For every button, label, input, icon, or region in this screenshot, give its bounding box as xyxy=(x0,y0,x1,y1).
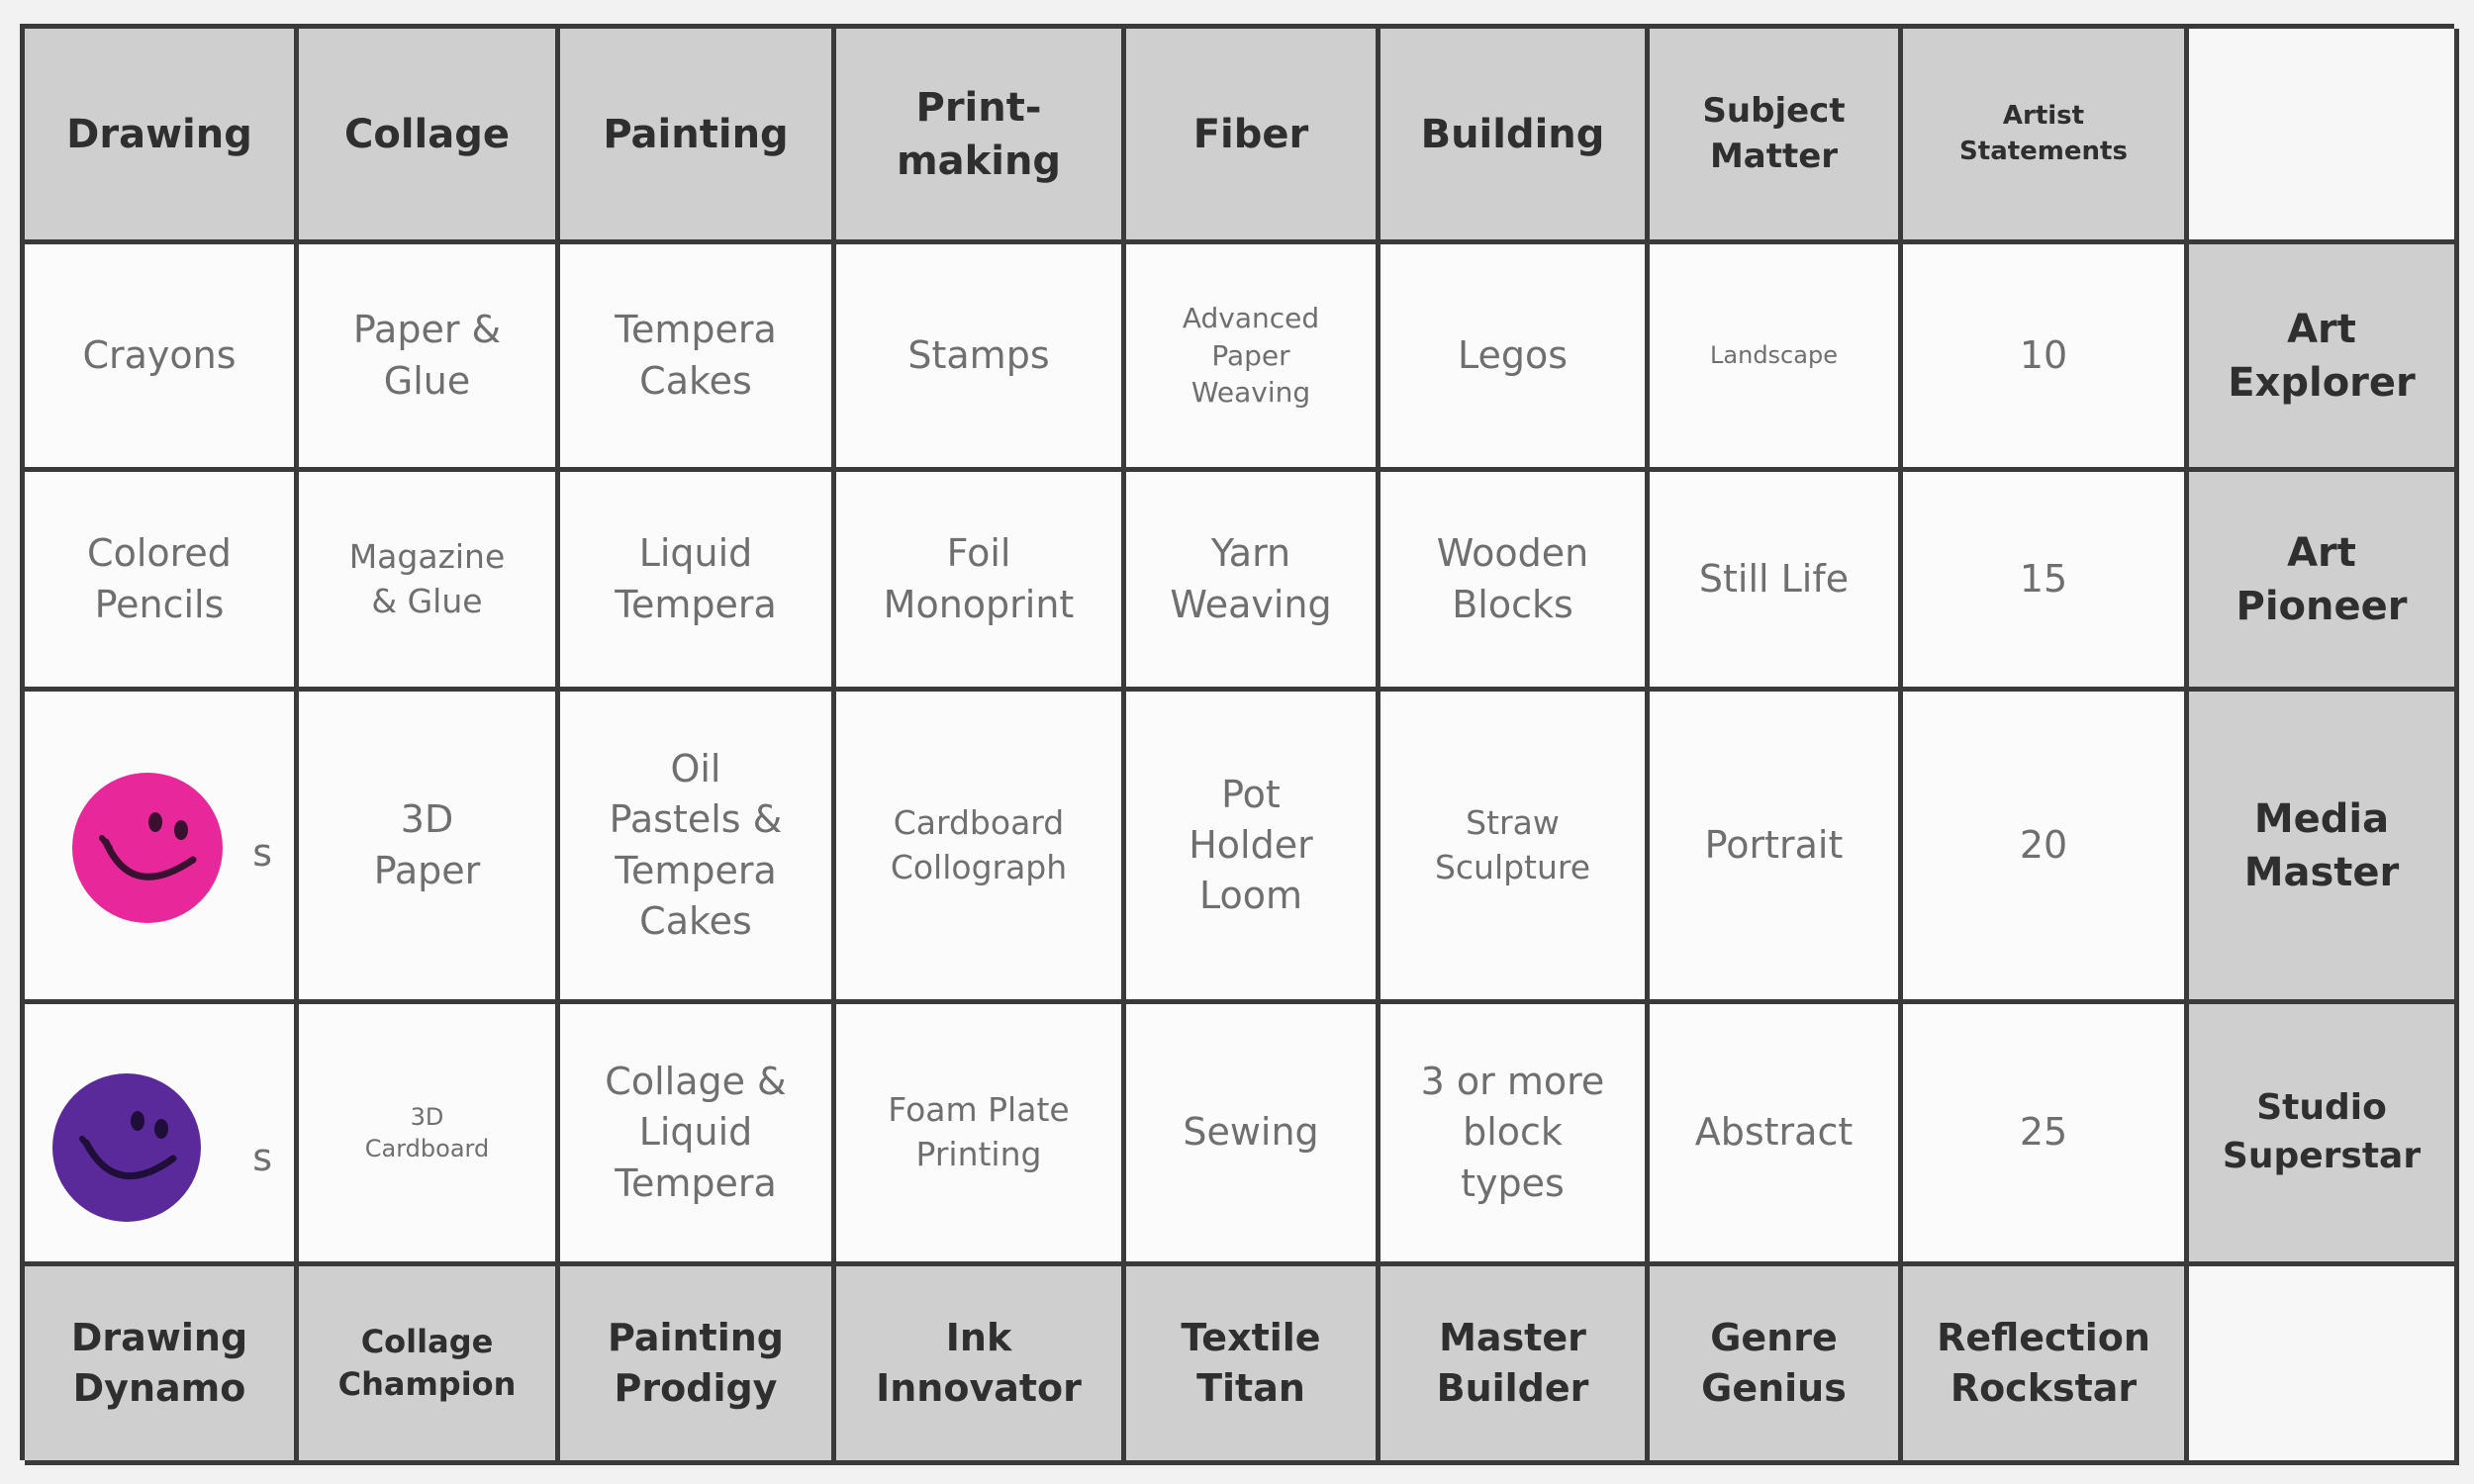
cell-row1-fiber: Advanced Paper Weaving xyxy=(1126,244,1380,472)
footer-master-builder: Master Builder xyxy=(1380,1266,1650,1465)
header-artist-statements: Artist Statements xyxy=(1903,29,2189,244)
cell-row3-subject: Portrait xyxy=(1650,692,1903,1004)
header-printmaking: Print- making xyxy=(836,29,1126,244)
cell-row2-drawing: Colored Pencils xyxy=(25,472,299,692)
cell-row3-building: Straw Sculpture xyxy=(1380,692,1650,1004)
cell-row3-collage: 3D Paper xyxy=(299,692,560,1004)
cell-row1-collage: Paper & Glue xyxy=(299,244,560,472)
footer-drawing-dynamo: Drawing Dynamo xyxy=(25,1266,299,1465)
level-studio-superstar: Studio Superstar xyxy=(2189,1004,2459,1266)
smiley-face-icon xyxy=(72,773,223,923)
level-media-master: Media Master xyxy=(2189,692,2459,1004)
level-art-explorer: Art Explorer xyxy=(2189,244,2459,472)
cell-row2-statements: 15 xyxy=(1903,472,2189,692)
cell-row4-fiber: Sewing xyxy=(1126,1004,1380,1266)
header-fiber: Fiber xyxy=(1126,29,1380,244)
footer-painting-prodigy: Painting Prodigy xyxy=(560,1266,836,1465)
header-drawing: Drawing xyxy=(25,29,299,244)
smiley-face-sticker-purple xyxy=(52,1073,201,1222)
covered-text-fragment: s xyxy=(252,831,272,875)
header-building: Building xyxy=(1380,29,1650,244)
cell-row1-drawing: Crayons xyxy=(25,244,299,472)
cell-row1-printmaking: Stamps xyxy=(836,244,1126,472)
cell-row1-painting: Tempera Cakes xyxy=(560,244,836,472)
footer-ink-innovator: Ink Innovator xyxy=(836,1266,1126,1465)
cell-row3-drawing xyxy=(25,692,299,1004)
cell-row3-painting: Oil Pastels & Tempera Cakes xyxy=(560,692,836,1004)
cell-row4-drawing xyxy=(25,1004,299,1266)
header-painting: Painting xyxy=(560,29,836,244)
footer-corner-blank xyxy=(2189,1266,2459,1465)
cell-row4-printmaking: Foam Plate Printing xyxy=(836,1004,1126,1266)
cell-row1-subject: Landscape xyxy=(1650,244,1903,472)
footer-reflection-rockstar: Reflection Rockstar xyxy=(1903,1266,2189,1465)
footer-collage-champion: Collage Champion xyxy=(299,1266,560,1465)
smiley-face-icon xyxy=(52,1073,201,1222)
level-art-pioneer: Art Pioneer xyxy=(2189,472,2459,692)
cell-row1-building: Legos xyxy=(1380,244,1650,472)
cell-row4-building: 3 or more block types xyxy=(1380,1004,1650,1266)
cell-row2-fiber: Yarn Weaving xyxy=(1126,472,1380,692)
header-corner-blank xyxy=(2189,29,2459,244)
cell-row2-subject: Still Life xyxy=(1650,472,1903,692)
cell-row2-painting: Liquid Tempera xyxy=(560,472,836,692)
cell-row1-statements: 10 xyxy=(1903,244,2189,472)
cell-row3-printmaking: Cardboard Collograph xyxy=(836,692,1126,1004)
covered-text-fragment: s xyxy=(252,1136,272,1179)
cell-row4-painting: Collage & Liquid Tempera xyxy=(560,1004,836,1266)
footer-textile-titan: Textile Titan xyxy=(1126,1266,1380,1465)
header-subject-matter: Subject Matter xyxy=(1650,29,1903,244)
badge-chart-table xyxy=(20,24,2454,1460)
cell-row2-printmaking: Foil Monoprint xyxy=(836,472,1126,692)
cell-row2-building: Wooden Blocks xyxy=(1380,472,1650,692)
cell-row4-subject: Abstract xyxy=(1650,1004,1903,1266)
cell-row4-collage: 3D Cardboard xyxy=(299,1004,560,1266)
cell-row3-statements: 20 xyxy=(1903,692,2189,1004)
cell-row4-statements: 25 xyxy=(1903,1004,2189,1266)
header-collage: Collage xyxy=(299,29,560,244)
smiley-face-sticker-pink xyxy=(72,773,223,923)
footer-genre-genius: Genre Genius xyxy=(1650,1266,1903,1465)
cell-row3-fiber: Pot Holder Loom xyxy=(1126,692,1380,1004)
cell-row2-collage: Magazine & Glue xyxy=(299,472,560,692)
